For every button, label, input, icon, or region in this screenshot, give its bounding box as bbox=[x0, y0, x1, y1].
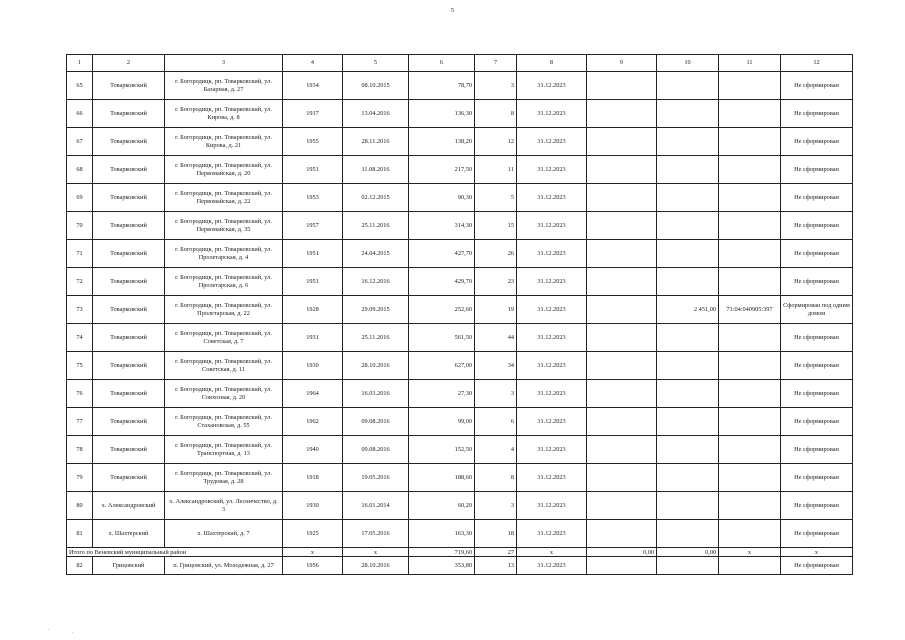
cell-n: 82 bbox=[67, 557, 93, 575]
cell-year: 1930 bbox=[283, 352, 343, 380]
cell-area: 188,60 bbox=[409, 464, 475, 492]
cell-date: 24.04.2015 bbox=[343, 240, 409, 268]
table-row bbox=[67, 408, 853, 436]
total-label: Итого по Веневский муниципальный район bbox=[67, 548, 283, 557]
cell-n: 73 bbox=[67, 296, 93, 324]
cell-count: 18 bbox=[475, 520, 517, 548]
column-header: 4 bbox=[283, 55, 343, 72]
cell-c9 bbox=[587, 520, 657, 548]
cell-c9 bbox=[587, 380, 657, 408]
cell-c9 bbox=[587, 324, 657, 352]
cell-year: 1962 bbox=[283, 408, 343, 436]
cell-status: Не сформирован bbox=[781, 557, 853, 575]
cell-count: 8 bbox=[475, 464, 517, 492]
cell-c11 bbox=[719, 72, 781, 100]
cell-status: Не сформирован bbox=[781, 184, 853, 212]
cell-area: 627,00 bbox=[409, 352, 475, 380]
cell-year: 1930 bbox=[283, 492, 343, 520]
column-header: 3 bbox=[165, 55, 283, 72]
cell-c9 bbox=[587, 156, 657, 184]
cell-district: Товарковский bbox=[93, 184, 165, 212]
cell-count: 11 bbox=[475, 156, 517, 184]
cell-district: Товарковский bbox=[93, 352, 165, 380]
page-number: 5 bbox=[451, 8, 454, 14]
cell-count: 19 bbox=[475, 296, 517, 324]
cell-address: г. Богородицк, рп. Товарковский, ул. Первомайская, д. 22 bbox=[165, 184, 283, 212]
cell-c10 bbox=[657, 268, 719, 296]
cell-c9 bbox=[587, 72, 657, 100]
total-cell-c9: 0,00 bbox=[587, 548, 657, 557]
cell-c10 bbox=[657, 100, 719, 128]
cell-deadline: 31.12.2023 bbox=[517, 240, 587, 268]
cell-c11 bbox=[719, 557, 781, 575]
cell-area: 427,70 bbox=[409, 240, 475, 268]
cell-n: 71 bbox=[67, 240, 93, 268]
cell-district: Товарковский bbox=[93, 464, 165, 492]
cell-district: Товарковский bbox=[93, 156, 165, 184]
cell-c11 bbox=[719, 100, 781, 128]
cell-count: 26 bbox=[475, 240, 517, 268]
cell-district: Товарковский bbox=[93, 268, 165, 296]
scan-mark: . bbox=[48, 626, 50, 632]
cell-c10 bbox=[657, 324, 719, 352]
cell-district: Товарковский bbox=[93, 212, 165, 240]
cell-c11 bbox=[719, 352, 781, 380]
cell-year: 1917 bbox=[283, 100, 343, 128]
cell-area: 429,70 bbox=[409, 268, 475, 296]
cell-c9 bbox=[587, 100, 657, 128]
cell-c9 bbox=[587, 464, 657, 492]
cell-c10 bbox=[657, 408, 719, 436]
cell-c11 bbox=[719, 324, 781, 352]
table-row bbox=[67, 492, 853, 520]
cell-status: Не сформирован bbox=[781, 436, 853, 464]
cell-date: 09.08.2016 bbox=[343, 436, 409, 464]
cell-n: 65 bbox=[67, 72, 93, 100]
total-cell-c11: х bbox=[719, 548, 781, 557]
cell-area: 152,50 bbox=[409, 436, 475, 464]
cell-address: г. Богородицк, рп. Товарковский, ул. Первомайская, д. 20 bbox=[165, 156, 283, 184]
total-cell-deadline: х bbox=[517, 548, 587, 557]
total-cell-status: х bbox=[781, 548, 853, 557]
table-row bbox=[67, 352, 853, 380]
cell-c10 bbox=[657, 156, 719, 184]
total-cell-year: х bbox=[283, 548, 343, 557]
cell-district: Товарковский bbox=[93, 408, 165, 436]
cell-n: 66 bbox=[67, 100, 93, 128]
cell-c11 bbox=[719, 464, 781, 492]
cell-c10 bbox=[657, 380, 719, 408]
cell-status: Не сформирован bbox=[781, 324, 853, 352]
cell-area: 60,20 bbox=[409, 492, 475, 520]
cell-deadline: 31.12.2023 bbox=[517, 492, 587, 520]
cell-district: Товарковский bbox=[93, 72, 165, 100]
cell-area: 138,20 bbox=[409, 128, 475, 156]
cell-address: г. Богородицк, рп. Товарковский, ул. Кирова, д. 21 bbox=[165, 128, 283, 156]
cell-count: 6 bbox=[475, 408, 517, 436]
cell-district: Грицовский bbox=[93, 557, 165, 575]
cell-address: г. Богородицк, рп. Товарковский, ул. Базарная, д. 27 bbox=[165, 72, 283, 100]
cell-n: 80 bbox=[67, 492, 93, 520]
cell-status: Не сформирован bbox=[781, 100, 853, 128]
cell-deadline: 31.12.2023 bbox=[517, 436, 587, 464]
cell-district: Товарковский bbox=[93, 128, 165, 156]
cell-address: г. Богородицк, рп. Товарковский, ул. Пролетарская, д. 6 bbox=[165, 268, 283, 296]
cell-status: Не сформирован bbox=[781, 156, 853, 184]
cell-n: 77 bbox=[67, 408, 93, 436]
header-row bbox=[67, 55, 853, 72]
cell-count: 3 bbox=[475, 380, 517, 408]
cell-deadline: 31.12.2023 bbox=[517, 464, 587, 492]
cell-count: 5 bbox=[475, 184, 517, 212]
table-body bbox=[67, 55, 853, 575]
cell-deadline: 31.12.2023 bbox=[517, 72, 587, 100]
table-row bbox=[67, 557, 853, 575]
cell-status: Не сформирован bbox=[781, 268, 853, 296]
table-row bbox=[67, 464, 853, 492]
cell-c10 bbox=[657, 520, 719, 548]
column-header: 5 bbox=[343, 55, 409, 72]
cell-c10 bbox=[657, 492, 719, 520]
cell-district: Товарковский bbox=[93, 324, 165, 352]
cell-c11 bbox=[719, 184, 781, 212]
table-row bbox=[67, 128, 853, 156]
cell-status: Не сформирован bbox=[781, 352, 853, 380]
cell-address: х. Александровский, ул. Лесничество, д. 3 bbox=[165, 492, 283, 520]
column-header: 9 bbox=[587, 55, 657, 72]
cell-count: 12 bbox=[475, 128, 517, 156]
cell-c9 bbox=[587, 436, 657, 464]
cell-area: 163,30 bbox=[409, 520, 475, 548]
cell-count: 3 bbox=[475, 492, 517, 520]
table-row bbox=[67, 240, 853, 268]
cell-status: Не сформирован bbox=[781, 464, 853, 492]
total-cell-count: 27 bbox=[475, 548, 517, 557]
scan-mark: . bbox=[72, 629, 74, 635]
table-row bbox=[67, 212, 853, 240]
table-row bbox=[67, 380, 853, 408]
cell-year: 1951 bbox=[283, 240, 343, 268]
table-row bbox=[67, 268, 853, 296]
cell-district: Товарковский bbox=[93, 296, 165, 324]
table-row bbox=[67, 72, 853, 100]
cell-n: 76 bbox=[67, 380, 93, 408]
column-header: 11 bbox=[719, 55, 781, 72]
cell-c10 bbox=[657, 212, 719, 240]
cell-c10 bbox=[657, 240, 719, 268]
table-row bbox=[67, 184, 853, 212]
cell-deadline: 31.12.2023 bbox=[517, 268, 587, 296]
cell-year: 1918 bbox=[283, 464, 343, 492]
cell-n: 78 bbox=[67, 436, 93, 464]
cell-status: Не сформирован bbox=[781, 212, 853, 240]
cell-date: 13.04.2016 bbox=[343, 100, 409, 128]
cell-status: Не сформирован bbox=[781, 408, 853, 436]
cell-area: 252,60 bbox=[409, 296, 475, 324]
cell-date: 28.11.2016 bbox=[343, 128, 409, 156]
cell-n: 70 bbox=[67, 212, 93, 240]
cell-n: 69 bbox=[67, 184, 93, 212]
cell-address: г. Богородицк, рп. Товарковский, ул. Кирова, д. 8 bbox=[165, 100, 283, 128]
cell-c11 bbox=[719, 492, 781, 520]
cell-count: 15 bbox=[475, 212, 517, 240]
cell-area: 561,50 bbox=[409, 324, 475, 352]
cell-year: 1964 bbox=[283, 380, 343, 408]
cell-year: 1940 bbox=[283, 436, 343, 464]
table-row bbox=[67, 324, 853, 352]
cell-date: 17.05.2016 bbox=[343, 520, 409, 548]
cell-c11 bbox=[719, 240, 781, 268]
cell-deadline: 31.12.2023 bbox=[517, 100, 587, 128]
cell-deadline: 31.12.2023 bbox=[517, 352, 587, 380]
total-cell-c10: 0,00 bbox=[657, 548, 719, 557]
cell-c9 bbox=[587, 128, 657, 156]
cell-area: 78,70 bbox=[409, 72, 475, 100]
cell-deadline: 31.12.2023 bbox=[517, 380, 587, 408]
cell-status: Не сформирован bbox=[781, 492, 853, 520]
cell-district: х. Шахтерский bbox=[93, 520, 165, 548]
cell-year: 1953 bbox=[283, 184, 343, 212]
column-header: 2 bbox=[93, 55, 165, 72]
housing-registry-table bbox=[66, 54, 853, 575]
cell-c10 bbox=[657, 72, 719, 100]
cell-n: 68 bbox=[67, 156, 93, 184]
cell-status: Сформирован под одним домом bbox=[781, 296, 853, 324]
cell-date: 28.10.2016 bbox=[343, 352, 409, 380]
cell-c11 bbox=[719, 268, 781, 296]
cell-area: 27,30 bbox=[409, 380, 475, 408]
cell-count: 8 bbox=[475, 100, 517, 128]
cell-address: г. Богородицк, рп. Товарковский, ул. Первомайская, д. 35 bbox=[165, 212, 283, 240]
cell-c10 bbox=[657, 464, 719, 492]
cell-count: 4 bbox=[475, 436, 517, 464]
cell-year: 1934 bbox=[283, 72, 343, 100]
cell-area: 353,80 bbox=[409, 557, 475, 575]
cell-c9 bbox=[587, 268, 657, 296]
cell-status: Не сформирован bbox=[781, 520, 853, 548]
cell-deadline: 31.12.2023 bbox=[517, 296, 587, 324]
cell-date: 11.08.2016 bbox=[343, 156, 409, 184]
cell-status: Не сформирован bbox=[781, 240, 853, 268]
cell-year: 1951 bbox=[283, 268, 343, 296]
cell-c10 bbox=[657, 436, 719, 464]
cell-address: х. Шахтерский, д. 7 bbox=[165, 520, 283, 548]
cell-deadline: 31.12.2023 bbox=[517, 324, 587, 352]
total-cell-date: х bbox=[343, 548, 409, 557]
cell-year: 1956 bbox=[283, 557, 343, 575]
cell-address: г. Богородицк, рп. Товарковский, ул. Советская, д. 7 bbox=[165, 324, 283, 352]
column-header: 8 bbox=[517, 55, 587, 72]
table-row bbox=[67, 156, 853, 184]
cell-year: 1925 bbox=[283, 520, 343, 548]
cell-c11: 71:04:040905:397 bbox=[719, 296, 781, 324]
table-row bbox=[67, 436, 853, 464]
column-header: 7 bbox=[475, 55, 517, 72]
cell-deadline: 31.12.2023 bbox=[517, 184, 587, 212]
cell-count: 3 bbox=[475, 72, 517, 100]
cell-deadline: 31.12.2023 bbox=[517, 128, 587, 156]
cell-n: 81 bbox=[67, 520, 93, 548]
cell-count: 44 bbox=[475, 324, 517, 352]
cell-c10 bbox=[657, 557, 719, 575]
cell-area: 314,30 bbox=[409, 212, 475, 240]
cell-deadline: 31.12.2023 bbox=[517, 557, 587, 575]
cell-c11 bbox=[719, 380, 781, 408]
cell-deadline: 31.12.2023 bbox=[517, 156, 587, 184]
cell-n: 67 bbox=[67, 128, 93, 156]
cell-n: 75 bbox=[67, 352, 93, 380]
cell-date: 16.03.2016 bbox=[343, 380, 409, 408]
cell-area: 99,00 bbox=[409, 408, 475, 436]
cell-district: х. Александровский bbox=[93, 492, 165, 520]
cell-deadline: 31.12.2023 bbox=[517, 408, 587, 436]
cell-year: 1928 bbox=[283, 296, 343, 324]
cell-district: Товарковский bbox=[93, 436, 165, 464]
cell-c9 bbox=[587, 212, 657, 240]
cell-address: г. Богородицк, рп. Товарковский, ул. Трудовая, д. 28 bbox=[165, 464, 283, 492]
cell-district: Товарковский bbox=[93, 240, 165, 268]
cell-date: 16.12.2016 bbox=[343, 268, 409, 296]
cell-date: 09.08.2016 bbox=[343, 408, 409, 436]
cell-c10 bbox=[657, 352, 719, 380]
cell-date: 25.11.2016 bbox=[343, 324, 409, 352]
cell-status: Не сформирован bbox=[781, 72, 853, 100]
table-row bbox=[67, 520, 853, 548]
cell-c11 bbox=[719, 520, 781, 548]
cell-c9 bbox=[587, 240, 657, 268]
cell-c11 bbox=[719, 128, 781, 156]
cell-address: г. Богородицк, рп. Товарковский, ул. Стахановская, д. 55 bbox=[165, 408, 283, 436]
cell-c9 bbox=[587, 184, 657, 212]
cell-status: Не сформирован bbox=[781, 128, 853, 156]
cell-count: 23 bbox=[475, 268, 517, 296]
cell-deadline: 31.12.2023 bbox=[517, 520, 587, 548]
cell-deadline: 31.12.2023 bbox=[517, 212, 587, 240]
cell-date: 08.10.2015 bbox=[343, 72, 409, 100]
cell-c9 bbox=[587, 352, 657, 380]
cell-district: Товарковский bbox=[93, 100, 165, 128]
table-row bbox=[67, 296, 853, 324]
cell-date: 16.01.2014 bbox=[343, 492, 409, 520]
column-header: 1 bbox=[67, 55, 93, 72]
cell-c9 bbox=[587, 557, 657, 575]
cell-area: 217,50 bbox=[409, 156, 475, 184]
cell-address: п. Грицовский, ул. Молодежная, д. 27 bbox=[165, 557, 283, 575]
cell-count: 13 bbox=[475, 557, 517, 575]
cell-date: 28.10.2016 bbox=[343, 557, 409, 575]
table-row bbox=[67, 100, 853, 128]
cell-address: г. Богородицк, рп. Товарковский, ул. Пролетарская, д. 4 bbox=[165, 240, 283, 268]
cell-c11 bbox=[719, 156, 781, 184]
cell-date: 19.05.2016 bbox=[343, 464, 409, 492]
cell-address: г. Богородицк, рп. Товарковский, ул. Советская, д. 11 bbox=[165, 352, 283, 380]
cell-c10: 2 451,00 bbox=[657, 296, 719, 324]
cell-address: г. Богородицк, рп. Товарковский, ул. Пролетарская, д. 22 bbox=[165, 296, 283, 324]
cell-n: 72 bbox=[67, 268, 93, 296]
cell-year: 1931 bbox=[283, 324, 343, 352]
cell-c9 bbox=[587, 492, 657, 520]
cell-area: 90,30 bbox=[409, 184, 475, 212]
column-header: 12 bbox=[781, 55, 853, 72]
cell-address: г. Богородицк, рп. Товарковский, ул. Совхозная, д. 20 bbox=[165, 380, 283, 408]
total-cell-area: 719,60 bbox=[409, 548, 475, 557]
cell-date: 29.09.2015 bbox=[343, 296, 409, 324]
cell-date: 02.12.2015 bbox=[343, 184, 409, 212]
cell-year: 1957 bbox=[283, 212, 343, 240]
cell-n: 74 bbox=[67, 324, 93, 352]
cell-area: 136,30 bbox=[409, 100, 475, 128]
cell-c11 bbox=[719, 408, 781, 436]
cell-date: 25.11.2016 bbox=[343, 212, 409, 240]
column-header: 6 bbox=[409, 55, 475, 72]
cell-c10 bbox=[657, 128, 719, 156]
column-header: 10 bbox=[657, 55, 719, 72]
cell-c11 bbox=[719, 436, 781, 464]
cell-year: 1951 bbox=[283, 156, 343, 184]
cell-address: г. Богородицк, рп. Товарковский, ул. Транспортная, д. 13 bbox=[165, 436, 283, 464]
cell-n: 79 bbox=[67, 464, 93, 492]
cell-c9 bbox=[587, 296, 657, 324]
cell-year: 1955 bbox=[283, 128, 343, 156]
cell-c10 bbox=[657, 184, 719, 212]
total-row bbox=[67, 548, 853, 557]
cell-status: Не сформирован bbox=[781, 380, 853, 408]
cell-count: 34 bbox=[475, 352, 517, 380]
cell-c11 bbox=[719, 212, 781, 240]
cell-c9 bbox=[587, 408, 657, 436]
cell-district: Товарковский bbox=[93, 380, 165, 408]
